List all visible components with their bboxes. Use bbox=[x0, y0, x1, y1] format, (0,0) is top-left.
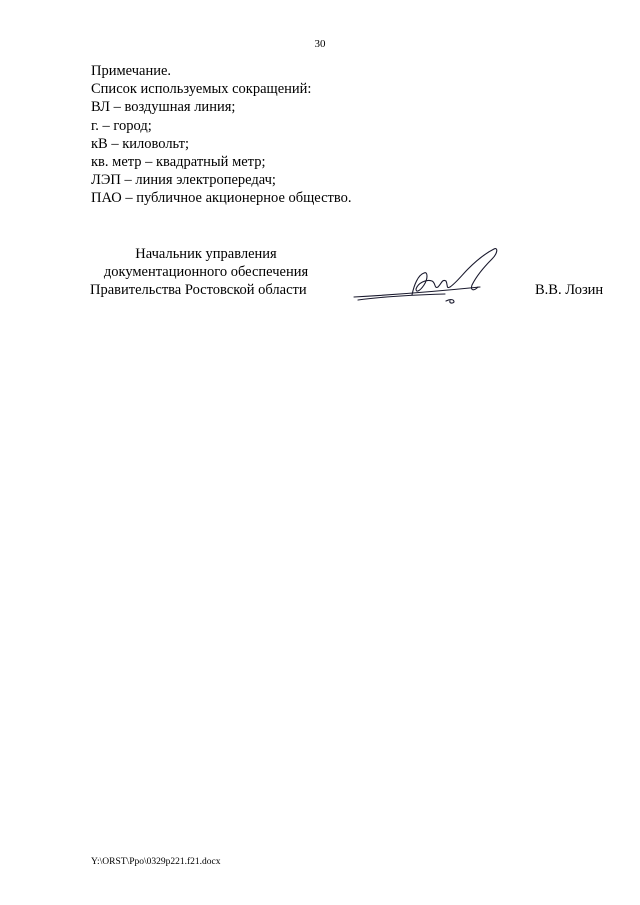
note-heading: Примечание. bbox=[91, 63, 172, 79]
abbreviations-note bbox=[91, 62, 352, 208]
handwritten-signature bbox=[350, 245, 510, 307]
signer-position bbox=[90, 245, 322, 300]
abbreviation-item: ЛЭП – линия электропередач; bbox=[91, 172, 276, 189]
note-list-title: Список используемых сокращений: bbox=[91, 81, 312, 98]
signer-position-line: Начальник управления bbox=[135, 246, 277, 262]
signer-name: В.В. Лозин bbox=[535, 282, 604, 298]
signer-position-line: Правительства Ростовской области bbox=[90, 282, 307, 299]
abbreviation-item: кв. метр – квадратный метр; bbox=[91, 154, 266, 171]
abbreviation-item: ПАО – публичное акционерное общество. bbox=[91, 190, 352, 207]
signature-stroke bbox=[446, 300, 454, 303]
page-number: 30 bbox=[314, 38, 326, 50]
signer-position-line: документационного обеспечения bbox=[103, 264, 309, 281]
signature-block bbox=[0, 245, 640, 315]
abbreviation-item: кВ – киловольт; bbox=[91, 135, 189, 152]
document-file-path: Y:\ORST\Ppo\0329p221.f21.docx bbox=[91, 857, 221, 867]
abbreviation-item: ВЛ – воздушная линия; bbox=[91, 99, 236, 116]
signature-stroke bbox=[358, 294, 445, 300]
signature-stroke bbox=[412, 249, 497, 295]
abbreviation-item: г. – город; bbox=[91, 117, 152, 134]
